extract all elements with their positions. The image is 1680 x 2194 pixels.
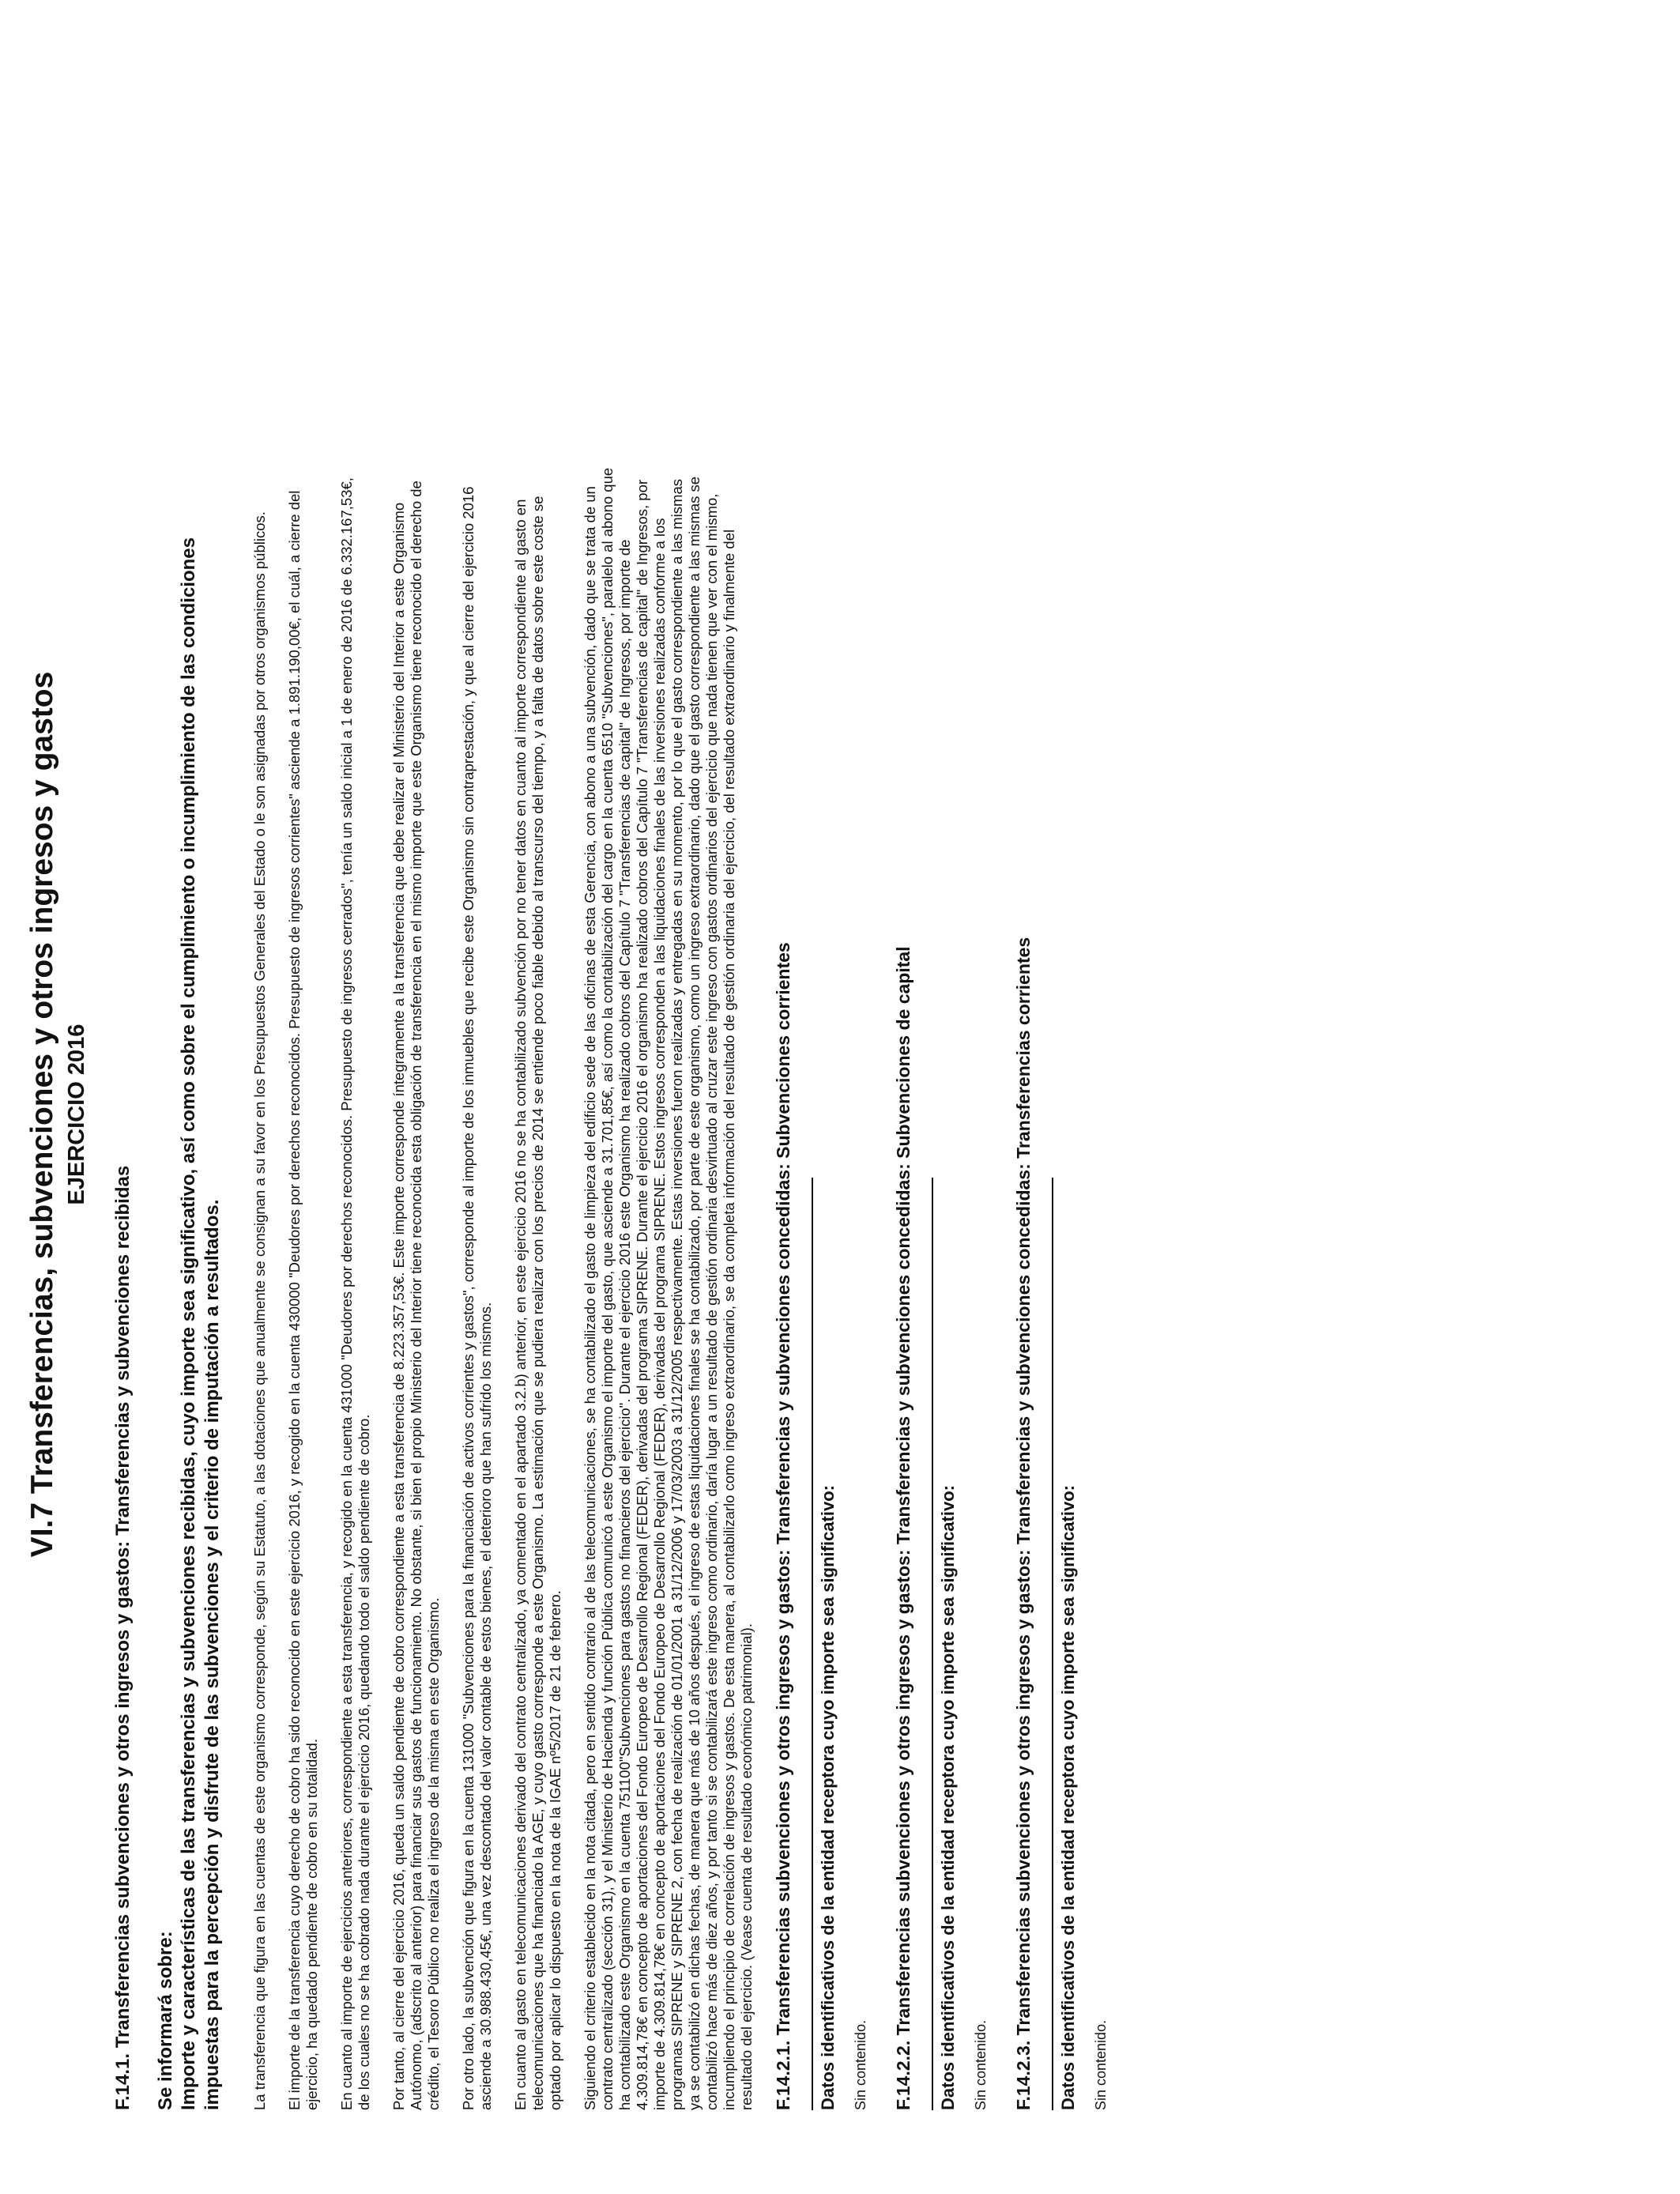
paragraph: Por otro lado, la subvención que figura en la cuenta 131000 "Subvenciones para la financiación de activos corrientes y gastos", corresponde al importe de los inmuebles que recibe este Organismo sin contraprestación, y que al cierre del ejercicio 2016 asciende a 30.988.430,45€, una vez descontado del valor contable de estos bienes, el deterioro que han sufrido los mismos. xyxy=(460,486,494,2110)
paragraph: En cuanto al importe de ejercicios anteriores, correspondiente a esta transferencia, y recogido en la cuenta 431000 "Deudores por derechos reconocidos. Presupuesto de ingresos cerrados", tenía un saldo inicial a 1 de enero de 2016 de 6.332.167,53€, de los cuales no se ha cobrado nada durante el ejercicio 2016, quedando todo el saldo pendiente de cobro. xyxy=(338,477,372,2110)
section-f1423-heading: F.14.2.3. Transferencias subvenciones y otros ingresos y gastos: Transferencias y subvenciones concedidas: Transferencias corrientes xyxy=(1013,937,1034,2110)
divider xyxy=(1052,1178,1053,2110)
section-f1423 xyxy=(1013,119,1109,2110)
empty-content: Sin contenido. xyxy=(853,2019,868,2110)
section-f1421-heading: F.14.2.1. Transferencias subvenciones y otros ingresos y gastos: Transferencias y subvenciones concedidas: Subvenciones corrientes xyxy=(773,942,793,2110)
document-page xyxy=(24,119,1256,2110)
divider xyxy=(812,1178,813,2110)
info-subject: Importe y características de las transferencias y subvenciones recibidas, cuyo importe sea significativo, así como sobre el cumplimiento o incumplimiento de las condiciones impuestas para la percepción y disfrute de las subvenciones y el criterio de imputación a resultados. xyxy=(178,537,223,2110)
paragraph: Siguiendo el criterio establecido en la nota citada, pero en sentido contrario al de las telecomunicaciones, se ha contabilizado el gasto de limpieza del edificio sede de las oficinas de esta Gerencia, con abono a una subvención, dado que se trata de un contrato centralizado (sección 31), y el Ministerio de Hacienda y función Pública comunicó a este Organismo el importe del gasto, que asciende a 31.701,85€, así como la contabilización del cargo en la cuenta 6510 "Subvenciones", paralelo al abono que ha contabilizado este Organismo en la cuenta 751100"Subvenciones para gastos no financieros del ejercicio". Durante el ejercicio 2016 este Organismo ha realizado cobros del Capítulo 7 "Transferencias de capital" de Ingresos, por importe de 4.309.814,78€ en concepto de aportaciones del Fondo Europeo de Desarrollo Regional (FEDER), derivadas del programa SIPRENE. Durante el ejercicio 2016 el organismo ha realizado cobros del Capítulo 7 "Transferencias de capital" de Ingresos, por importe de 4.309.814,78€ en concepto de aportaciones del Fondo Europeo de Desarrollo Regional (FEDER), derivadas del programa SIPRENE. Estos ingresos corresponden a las liquidaciones finales de las inversiones realizadas conforme a los programas SIPRENE y SIPRENE 2, con fecha de realización de 01/01/2001 a 31/12/2006 y 17/03/2003 a 31/12/2005 respectivamente. Estas inversiones fueron realizadas y entregadas en su momento, por lo que el gasto correspondiente a las mismas ya se contabilizó en dichas fechas, de manera que más de 10 años después, el ingreso de estas liquidaciones finales se ha contabilizado, por parte de este organismo, como un ingreso extraordinario, dado que el gasto correspondiente a las mismas se contabilizó hace más de diez años, y por tanto si se contabilizará este ingreso como ordinario, daría lugar a un resultado de gestión ordinaria desvirtuado al cruzar este ingreso con gastos ordinarios del ejercicio que nada tienen que ver con el mismo, incumpliendo el principio de correlación de ingresos y gastos. De esta manera, al contabilizarlo como ingreso extraordinario, se da completa información del resultado de gestión ordinaria del ejercicio, del resultado extraordinario y finalmente del resultado del ejercicio. (Vease cuenta de resultado económico patrimonial). xyxy=(582,467,755,2110)
paragraph: En cuanto al gasto en telecomunicaciones derivado del contrato centralizado, ya comentado en el apartado 3.2.b) anterior, en este ejercicio 2016 no se ha contabilizado subvención por no tener datos en cuanto al importe correspondiente al gasto en telecomunicaciones que ha financiado la AGE, y cuyo gasto corresponde a este Organismo. La estimación que se pudiera realizar con los precios de 2014 se entiende poco fiable debido al transcurso del tiempo, y a falta de datos sobre este coste se optado por aplicar lo dispuesto en la nota de la IGAE nº5/2017 de 21 de febrero. xyxy=(512,496,563,2110)
section-f1422-heading: F.14.2.2. Transferencias subvenciones y otros ingresos y gastos: Transferencias y subvenciones concedidas: Subvenciones de capital xyxy=(893,946,913,2110)
section-f141-heading: F.14.1. Transferencias subvenciones y otros ingresos y gastos: Transferencias y subvenciones recibidas xyxy=(112,1165,134,2110)
empty-content: Sin contenido. xyxy=(973,2019,989,2110)
datos-label: Datos identificativos de la entidad receptora cuyo importe sea significativo: xyxy=(938,1485,958,2110)
info-intro: Se informará sobre: xyxy=(155,1931,176,2110)
document-title: VI.7 Transferencias, subvenciones y otros ingresos y gastos xyxy=(25,671,59,1558)
datos-label: Datos identificativos de la entidad receptora cuyo importe sea significativo: xyxy=(1058,1485,1078,2110)
section-f1422 xyxy=(893,119,989,2110)
paragraph: La transferencia que figura en las cuentas de este organismo corresponde, según su Estatuto, a las dotaciones que anualmente se consignan a su favor en los Presupuestos Generales del Estado o le son asignadas por otros organismos públicos. xyxy=(251,511,268,2110)
empty-content: Sin contenido. xyxy=(1093,2019,1109,2110)
paragraph: Por tanto, al cierre del ejercicio 2016, queda un saldo pendiente de cobro correspondiente a esta transferencia de 8.223.357,53€. Este importe corresponde íntegramente a la transferencia que debe realizar el Ministerio del Interior a este Organismo Autónomo, (adscrito al anterior) para financiar sus gastos de funcionamiento. No obstante, si bien el propio Ministerio del Interior tiene reconocida esta obligación de transferencia en el mismo importe que este Organismo tiene reconocido el derecho de crédito, el Tesoro Público no realiza el ingreso de la misma en este Organismo. xyxy=(390,481,442,2110)
datos-label: Datos identificativos de la entidad receptora cuyo importe sea significativo: xyxy=(818,1485,838,2110)
paragraph: El importe de la transferencia cuyo derecho de cobro ha sido reconocido en este ejercicio 2016, y recogido en la cuenta 430000 "Deudores por derechos reconocidos. Presupuesto de ingresos corrientes" asciende a 1.891.190,00€, el cuál, a cierre del ejercicio, ha quedado pendiente de cobro en su totalidad. xyxy=(286,490,320,2110)
exercise-year: EJERCICIO 2016 xyxy=(64,1023,89,1205)
section-f1421 xyxy=(773,119,869,2110)
divider xyxy=(932,1178,933,2110)
